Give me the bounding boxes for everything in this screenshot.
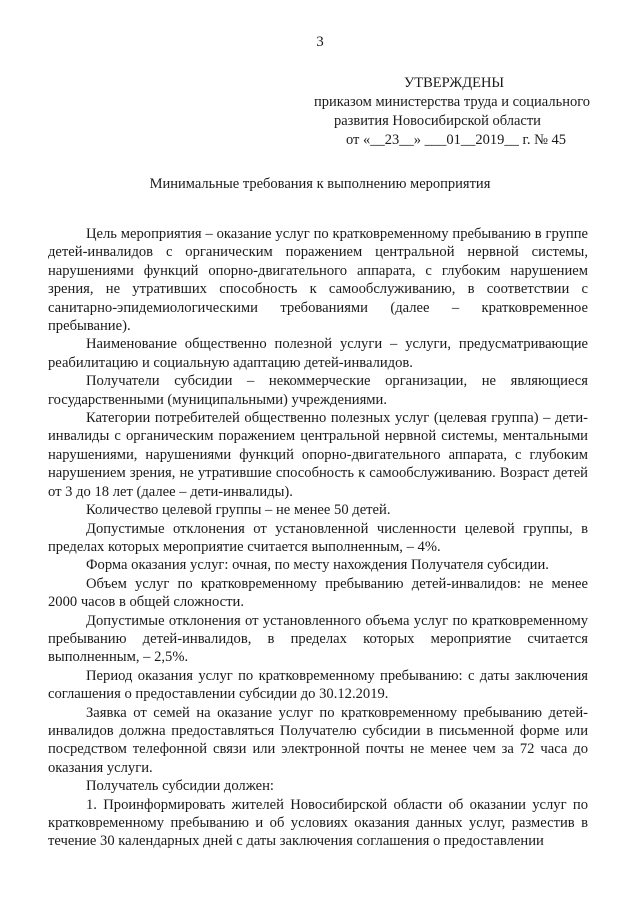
paragraph: Период оказания услуг по кратковременному пребыванию: с даты заключения соглашения о предоставлении субсидии до 30.12.2019. (48, 667, 588, 703)
page-number: 3 (316, 34, 324, 50)
approval-date-line: от «__23__» ___01__2019__ г. № 45 (346, 132, 567, 148)
approval-region-line: развития Новосибирской области (334, 113, 541, 129)
document-body (48, 225, 588, 851)
approval-heading: УТВЕРЖДЕНЫ (404, 75, 505, 91)
paragraph: Заявка от семей на оказание услуг по кратковременному пребыванию детей-инвалидов должна предоставляться Получателю субсидии в письменной форме или посредством телефонной связи или электронной почты не менее чем за 72 часа до оказания услуги. (48, 704, 588, 776)
paragraph: Количество целевой группы – не менее 50 детей. (86, 502, 391, 519)
paragraph: Получатели субсидии – некоммерческие организации, не являющиеся государственными (муниципальными) учреждениями. (48, 373, 588, 408)
paragraph: Наименование общественно полезной услуги – услуги, предусматривающие реабилитацию и социальную адаптацию детей-инвалидов. (48, 336, 588, 371)
paragraph: Допустимые отклонения от установленного объема услуг по кратковременному пребыванию детей-инвалидов, в пределах которых мероприятие считается выполненным, – 2,5%. (48, 612, 588, 666)
approval-order-line: приказом министерства труда и социального (314, 94, 591, 110)
paragraph: Допустимые отклонения от установленной численности целевой группы, в пределах которых мероприятие считается выполненным, – 4%. (48, 520, 588, 555)
paragraph: Категории потребителей общественно полезных услуг (целевая группа) – дети-инвалиды с органическим поражением центральной нервной системы, ментальными нарушениями, нарушениями функций опорно-двигательного аппарата, с глубоким нарушением зрения, не утратившие способность к самообслуживанию. Возраст детей от 3 до 18 лет (далее – дети-инвалиды). (48, 410, 588, 500)
paragraph: Цель мероприятия – оказание услуг по кратковременному пребыванию в группе детей-инвалидов с органическим поражением центральной нервной системы, нарушениями функций опорно-двигательного аппарата, с глубоким нарушением зрения, не утративших способность к самообслуживанию, в соответствии с санитарно-эпидемиологическими требованиями (далее – кратковременное пребывание). (48, 226, 588, 335)
approval-block (300, 74, 620, 150)
paragraph: Объем услуг по кратковременному пребыванию детей-инвалидов: не менее 2000 часов в общей сложности. (48, 575, 588, 611)
document-title: Минимальные требования к выполнению мероприятия (149, 176, 491, 192)
paragraph: Получатель субсидии должен: (86, 778, 274, 795)
paragraph: 1. Проинформировать жителей Новосибирской области об оказании услуг по кратковременному пребыванию и об условиях оказания данных услуг, разместив в течение 30 календарных дней с даты заключения соглашения о предоставлении (48, 796, 588, 850)
paragraph: Форма оказания услуг: очная, по месту нахождения Получателя субсидии. (86, 557, 549, 574)
